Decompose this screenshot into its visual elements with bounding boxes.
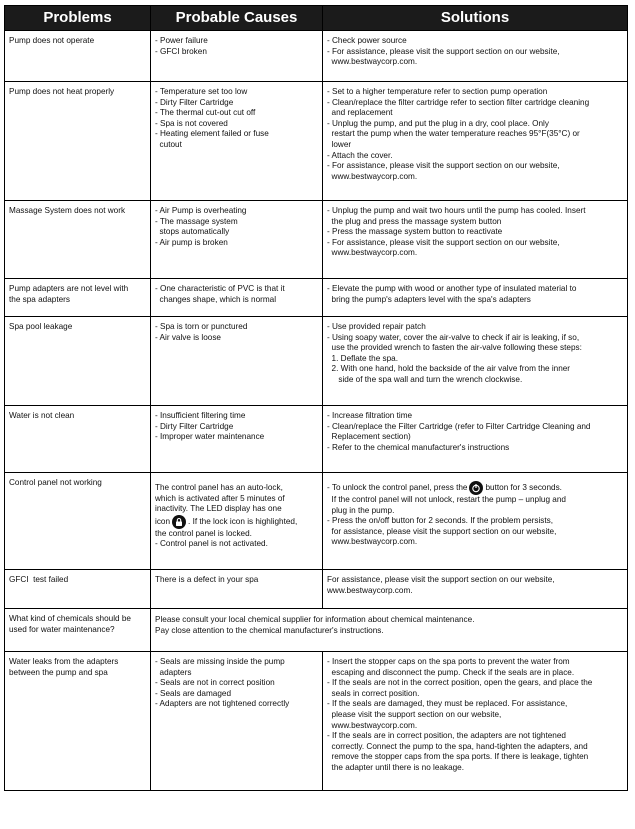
cause-line: the control panel is locked. bbox=[155, 528, 252, 538]
cell-line: - Adapters are not tightened correctly bbox=[155, 699, 290, 709]
table-row bbox=[5, 279, 628, 317]
cell-line: - The massage system bbox=[155, 216, 238, 226]
problem-cell bbox=[5, 652, 151, 791]
cause-line-with-icon bbox=[155, 515, 319, 529]
cell-line: Please consult your local chemical supplier for information about chemical maintenance. bbox=[155, 615, 475, 624]
table-row-control-panel bbox=[5, 473, 628, 570]
cell-line: - The thermal cut-out cut off bbox=[155, 108, 256, 118]
problem-cell bbox=[5, 31, 151, 82]
cell-line: - Air Pump is overheating bbox=[155, 206, 247, 215]
cell-line: - One characteristic of PVC is that it bbox=[155, 284, 285, 293]
cause-text: . If the lock icon is highlighted, bbox=[188, 516, 298, 526]
cell-line: - If the seals are in correct position, the adapters are not tightened bbox=[327, 731, 566, 741]
problem-cell bbox=[5, 201, 151, 279]
cell-line: Water is not clean bbox=[9, 411, 75, 420]
cell-line: - Air valve is loose bbox=[155, 332, 221, 342]
causes-cell bbox=[151, 652, 323, 791]
cell-line: - For assistance, please visit the support section on our website, bbox=[327, 237, 560, 247]
cell-line: - Spa is not covered bbox=[155, 118, 228, 128]
cell-line: Replacement section) bbox=[327, 432, 411, 442]
cell-line: - For assistance, please visit the support section on our website, bbox=[327, 161, 560, 171]
solution-line-with-icon bbox=[327, 481, 624, 495]
problem-cell bbox=[5, 406, 151, 473]
cell-line: - Insufficient filtering time bbox=[155, 411, 246, 420]
cell-line: www.bestwaycorp.com. bbox=[327, 171, 418, 181]
header-causes: Probable Causes bbox=[151, 6, 323, 31]
cell-line: - Clean/replace the Filter Cartridge (refer to Filter Cartridge Cleaning and bbox=[327, 421, 591, 431]
cell-line: Pay close attention to the chemical manufacturer's instructions. bbox=[155, 625, 384, 635]
cell-line: 2. With one hand, hold the backside of the air valve from the inner bbox=[327, 364, 571, 374]
solution-line: plug in the pump. bbox=[327, 505, 395, 515]
cell-line: adapters bbox=[155, 667, 192, 677]
cell-line: There is a defect in your spa bbox=[155, 575, 259, 584]
causes-cell bbox=[151, 406, 323, 473]
cell-line: Pump adapters are not level with bbox=[9, 284, 129, 293]
cell-line: bring the pump's adapters level with the spa's adapters bbox=[327, 294, 531, 304]
solution-line: for assistance, please visit the support section on our website, bbox=[327, 526, 557, 536]
cell-line: side of the spa wall and turn the wrench clockwise. bbox=[327, 374, 523, 384]
problem-cell bbox=[5, 279, 151, 317]
causes-cell bbox=[151, 82, 323, 201]
solution-line: www.bestwaycorp.com. bbox=[327, 537, 418, 547]
table-row bbox=[5, 317, 628, 406]
cause-text: icon bbox=[155, 516, 171, 526]
cell-line: www.bestwaycorp.com. bbox=[327, 248, 418, 258]
cell-line: - Dirty Filter Cartridge bbox=[155, 97, 234, 107]
cell-line: stops automatically bbox=[155, 227, 230, 237]
cell-line: changes shape, which is normal bbox=[155, 294, 277, 304]
cell-line: - Attach the cover. bbox=[327, 150, 393, 160]
cell-line: www.bestwaycorp.com. bbox=[327, 585, 413, 595]
solutions-cell bbox=[323, 570, 628, 609]
problem-cell bbox=[5, 609, 151, 652]
solutions-cell bbox=[323, 406, 628, 473]
table-row bbox=[5, 406, 628, 473]
cell-line: - Press the massage system button to reactivate bbox=[327, 227, 503, 237]
problem-cell bbox=[5, 570, 151, 609]
cell-line: - For assistance, please visit the support section on our website, bbox=[327, 46, 560, 56]
solutions-cell bbox=[323, 652, 628, 791]
answer-cell bbox=[151, 609, 628, 652]
cell-line: - Dirty Filter Cartridge bbox=[155, 421, 234, 431]
table-row bbox=[5, 31, 628, 82]
cell-line: restart the pump when the water temperature reaches 95°F(35°C) or bbox=[327, 129, 580, 139]
cell-line: 1. Deflate the spa. bbox=[327, 353, 399, 363]
power-lock-icon bbox=[469, 481, 483, 495]
cell-line: - Temperature set too low bbox=[155, 87, 248, 96]
cell-line: the spa adapters bbox=[9, 294, 70, 304]
solution-line: If the control panel will not unlock, restart the pump – unplug and bbox=[327, 495, 566, 504]
troubleshooting-table bbox=[4, 5, 628, 791]
solution-text: button for 3 seconds. bbox=[485, 483, 562, 493]
cell-line: - If the seals are damaged, they must be replaced. For assistance, bbox=[327, 699, 568, 709]
cell-line: www.bestwaycorp.com. bbox=[327, 57, 418, 67]
cell-line: - Refer to the chemical manufacturer's instructions bbox=[327, 442, 510, 452]
cell-line: the plug and press the massage system button bbox=[327, 216, 502, 226]
header-problems: Problems bbox=[5, 6, 151, 31]
solutions-cell bbox=[323, 317, 628, 406]
cell-line: - Insert the stopper caps on the spa ports to prevent the water from bbox=[327, 657, 570, 666]
solutions-cell bbox=[323, 31, 628, 82]
cause-line: inactivity. The LED display has one bbox=[155, 504, 282, 514]
cell-line: - Clean/replace the filter cartridge refer to section filter cartridge cleaning bbox=[327, 97, 590, 107]
table-row bbox=[5, 201, 628, 279]
problem-cell: Control panel not working bbox=[5, 473, 151, 570]
cell-line: For assistance, please visit the support section on our website, bbox=[327, 575, 555, 584]
solutions-cell bbox=[323, 82, 628, 201]
header-solutions: Solutions bbox=[323, 6, 628, 31]
cell-line: - GFCI broken bbox=[155, 46, 207, 56]
causes-cell bbox=[151, 570, 323, 609]
solution-line: - Press the on/off button for 2 seconds. If the problem persists, bbox=[327, 516, 554, 526]
cell-line: GFCI test failed bbox=[9, 575, 69, 584]
cell-line: - Heating element failed or fuse bbox=[155, 129, 269, 139]
cell-line: used for water maintenance? bbox=[9, 624, 115, 634]
causes-cell bbox=[151, 279, 323, 317]
causes-cell bbox=[151, 317, 323, 406]
cell-line: correctly. Connect the pump to the spa, hand-tighten the adapters, and bbox=[327, 741, 588, 751]
cell-line: What kind of chemicals should be bbox=[9, 614, 131, 623]
cell-line: - Check power source bbox=[327, 36, 407, 45]
cell-line: - Air pump is broken bbox=[155, 237, 228, 247]
solutions-cell bbox=[323, 279, 628, 317]
header-row bbox=[5, 6, 628, 31]
cell-line: - Elevate the pump with wood or another type of insulated material to bbox=[327, 284, 577, 293]
cell-line: - Seals are missing inside the pump bbox=[155, 657, 285, 666]
cell-line: Water leaks from the adapters bbox=[9, 657, 119, 666]
cell-line: cutout bbox=[155, 139, 182, 149]
cell-line: - Improper water maintenance bbox=[155, 432, 265, 442]
solutions-cell bbox=[323, 473, 628, 570]
cell-line: and replacement bbox=[327, 108, 393, 118]
causes-cell bbox=[151, 31, 323, 82]
cell-line: escaping and disconnect the pump. Check if the seals are in place. bbox=[327, 667, 575, 677]
table-row-gfci bbox=[5, 570, 628, 609]
cell-line: - Increase filtration time bbox=[327, 411, 413, 420]
cause-line: The control panel has an auto-lock, bbox=[155, 483, 283, 492]
solutions-cell bbox=[323, 201, 628, 279]
cell-line: - Power failure bbox=[155, 36, 208, 45]
cell-line: lower bbox=[327, 139, 352, 149]
cell-line: between the pump and spa bbox=[9, 667, 108, 677]
cell-line: - Spa is torn or punctured bbox=[155, 322, 248, 331]
cell-line: www.bestwaycorp.com. bbox=[327, 720, 418, 730]
cause-line: which is activated after 5 minutes of bbox=[155, 493, 285, 503]
cell-line: Pump does not operate bbox=[9, 36, 95, 45]
cell-line: use the provided wrench to fasten the air-valve following these steps: bbox=[327, 343, 582, 353]
cell-line: seals in correct position. bbox=[327, 688, 420, 698]
problem-cell bbox=[5, 82, 151, 201]
cell-line: - Seals are not in correct position bbox=[155, 678, 275, 688]
cause-line: - Control panel is not activated. bbox=[155, 539, 268, 549]
cell-line: please visit the support section on our website, bbox=[327, 709, 502, 719]
problem-cell bbox=[5, 317, 151, 406]
lock-icon bbox=[172, 515, 186, 529]
cell-line: Massage System does not work bbox=[9, 206, 126, 215]
cell-line: - If the seals are not in the correct position, open the gears, and place the bbox=[327, 678, 593, 688]
solution-text: - To unlock the control panel, press the bbox=[327, 483, 468, 493]
cell-line: - Unplug the pump, and put the plug in a dry, cool place. Only bbox=[327, 118, 549, 128]
table-row bbox=[5, 82, 628, 201]
cell-line: - Seals are damaged bbox=[155, 688, 232, 698]
table-row-leaks bbox=[5, 652, 628, 791]
causes-cell bbox=[151, 473, 323, 570]
causes-cell bbox=[151, 201, 323, 279]
cell-line: - Set to a higher temperature refer to section pump operation bbox=[327, 87, 548, 96]
cell-line: Pump does not heat properly bbox=[9, 87, 115, 96]
cell-line: - Use provided repair patch bbox=[327, 322, 426, 331]
cell-line: - Unplug the pump and wait two hours until the pump has cooled. Insert bbox=[327, 206, 586, 215]
cell-line: - Using soapy water, cover the air-valve to check if air is leaking, if so, bbox=[327, 332, 580, 342]
table-row-chemicals bbox=[5, 609, 628, 652]
cell-line: remove the stopper caps from the spa ports. If there is leakage, tighten bbox=[327, 752, 589, 762]
cell-line: the adapter until there is no leakage. bbox=[327, 762, 465, 772]
cell-line: Spa pool leakage bbox=[9, 322, 73, 331]
